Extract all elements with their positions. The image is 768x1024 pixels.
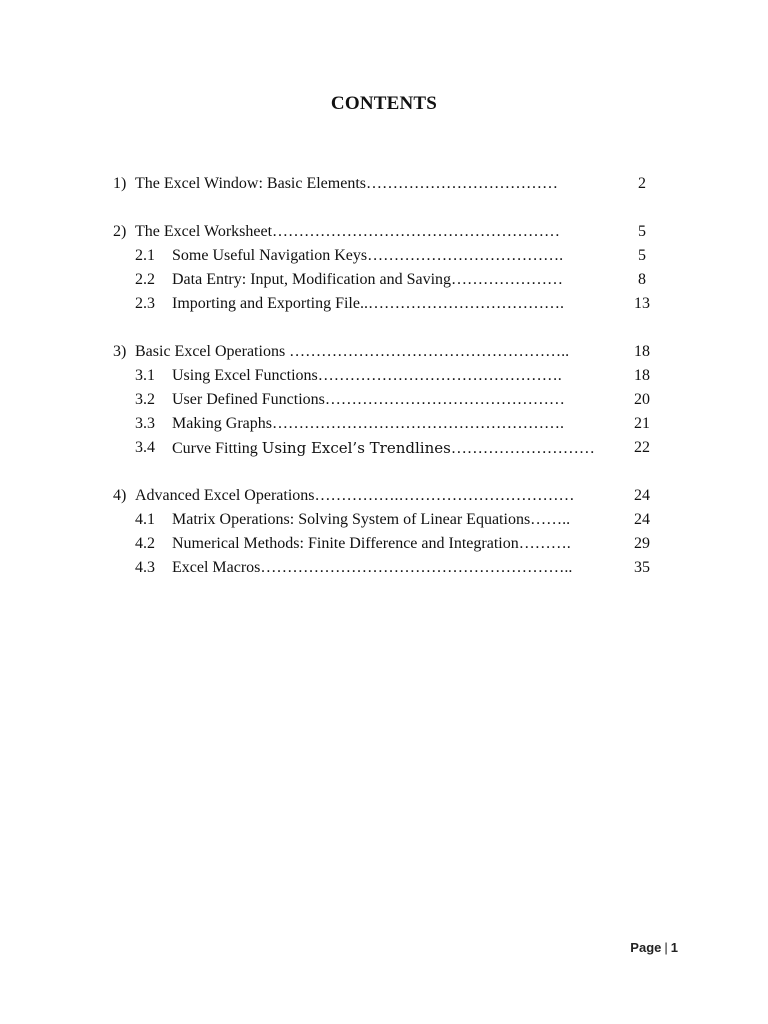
toc-entry-number: 4.3 <box>135 559 155 576</box>
toc-entry-page: 18 <box>634 367 650 384</box>
toc-entry-3-4[interactable] <box>0 436 768 460</box>
toc-entry-1[interactable] <box>0 172 768 196</box>
toc-entry-4-3[interactable] <box>0 556 768 580</box>
toc-entry-page: 13 <box>634 295 650 312</box>
toc-entry-number: 2.3 <box>135 295 155 312</box>
toc-entry-3-1[interactable] <box>0 364 768 388</box>
toc-entry-label: Making Graphs………………………………………………. <box>172 415 564 432</box>
toc-entry-page: 20 <box>634 391 650 408</box>
toc-entry-page: 29 <box>634 535 650 552</box>
toc-entry-page: 35 <box>634 559 650 576</box>
toc-entry-label: Excel Macros………………………………………………….. <box>172 559 573 576</box>
toc-entry-label: Some Useful Navigation Keys………………………………. <box>172 247 564 264</box>
toc-entry-label: Data Entry: Input, Modification and Saving………………… <box>172 271 564 288</box>
toc-entry-label: The Excel Worksheet……………………………………………… <box>135 223 561 240</box>
toc-entry-label: Matrix Operations: Solving System of Linear Equations…….. <box>172 511 571 528</box>
toc-entry-number: 3.3 <box>135 415 155 432</box>
toc-entry-page: 8 <box>638 271 646 288</box>
toc-entry-label-emphasis: Using Excel’s Trendlines <box>261 439 451 457</box>
toc-entry-2-3[interactable] <box>0 292 768 316</box>
toc-entry-label-leader: ……………………… <box>450 440 595 457</box>
toc-entry-page: 21 <box>634 415 650 432</box>
toc-entry-2[interactable] <box>0 220 768 244</box>
toc-entry-page: 5 <box>638 247 646 264</box>
toc-entry-2-2[interactable] <box>0 268 768 292</box>
toc-entry-number: 4) <box>113 487 127 504</box>
toc-entry-page: 22 <box>634 439 650 456</box>
toc-entry-label: Using Excel Functions………………………………………. <box>172 367 562 384</box>
toc-entry-label: Basic Excel Operations …………………………………………….. <box>135 343 570 360</box>
toc-entry-number: 2.2 <box>135 271 155 288</box>
toc-entry-label: Advanced Excel Operations…………….…………………………… <box>135 487 575 504</box>
toc-entry-page: 2 <box>638 175 646 192</box>
toc-entry-4[interactable] <box>0 484 768 508</box>
toc-entry-4-1[interactable] <box>0 508 768 532</box>
toc-entry-3[interactable] <box>0 340 768 364</box>
toc-entry-page: 24 <box>634 511 650 528</box>
toc-entry-label: The Excel Window: Basic Elements……………………………… <box>135 175 558 192</box>
toc-entry-page: 18 <box>634 343 650 360</box>
toc-entry-number: 3) <box>113 343 127 360</box>
toc-entry-label <box>172 436 595 461</box>
toc-entry-number: 3.1 <box>135 367 155 384</box>
toc-entry-3-2[interactable] <box>0 388 768 412</box>
toc-entry-number: 2.1 <box>135 247 155 264</box>
toc-entry-label: Numerical Methods: Finite Difference and Integration………. <box>172 535 571 552</box>
toc-entry-number: 1) <box>113 175 127 192</box>
toc-entry-number: 4.2 <box>135 535 155 552</box>
toc-entry-3-3[interactable] <box>0 412 768 436</box>
toc-entry-page: 24 <box>634 487 650 504</box>
toc-entry-number: 4.1 <box>135 511 155 528</box>
page-footer <box>630 940 678 955</box>
footer-separator: | <box>664 940 668 955</box>
toc-entry-label: User Defined Functions……………………………………… <box>172 391 565 408</box>
toc-entry-number: 3.4 <box>135 439 155 456</box>
page-title: CONTENTS <box>330 93 438 114</box>
toc-entry-4-2[interactable] <box>0 532 768 556</box>
toc-entry-label: Importing and Exporting File..………………………………. <box>172 295 564 312</box>
toc-entry-2-1[interactable] <box>0 244 768 268</box>
toc-entry-page: 5 <box>638 223 646 240</box>
footer-page-label: Page <box>630 940 662 955</box>
toc-entry-number: 2) <box>113 223 127 240</box>
toc-entry-number: 3.2 <box>135 391 155 408</box>
footer-page-number: 1 <box>670 940 678 955</box>
toc-entry-label-prefix: Curve Fitting <box>172 440 262 457</box>
